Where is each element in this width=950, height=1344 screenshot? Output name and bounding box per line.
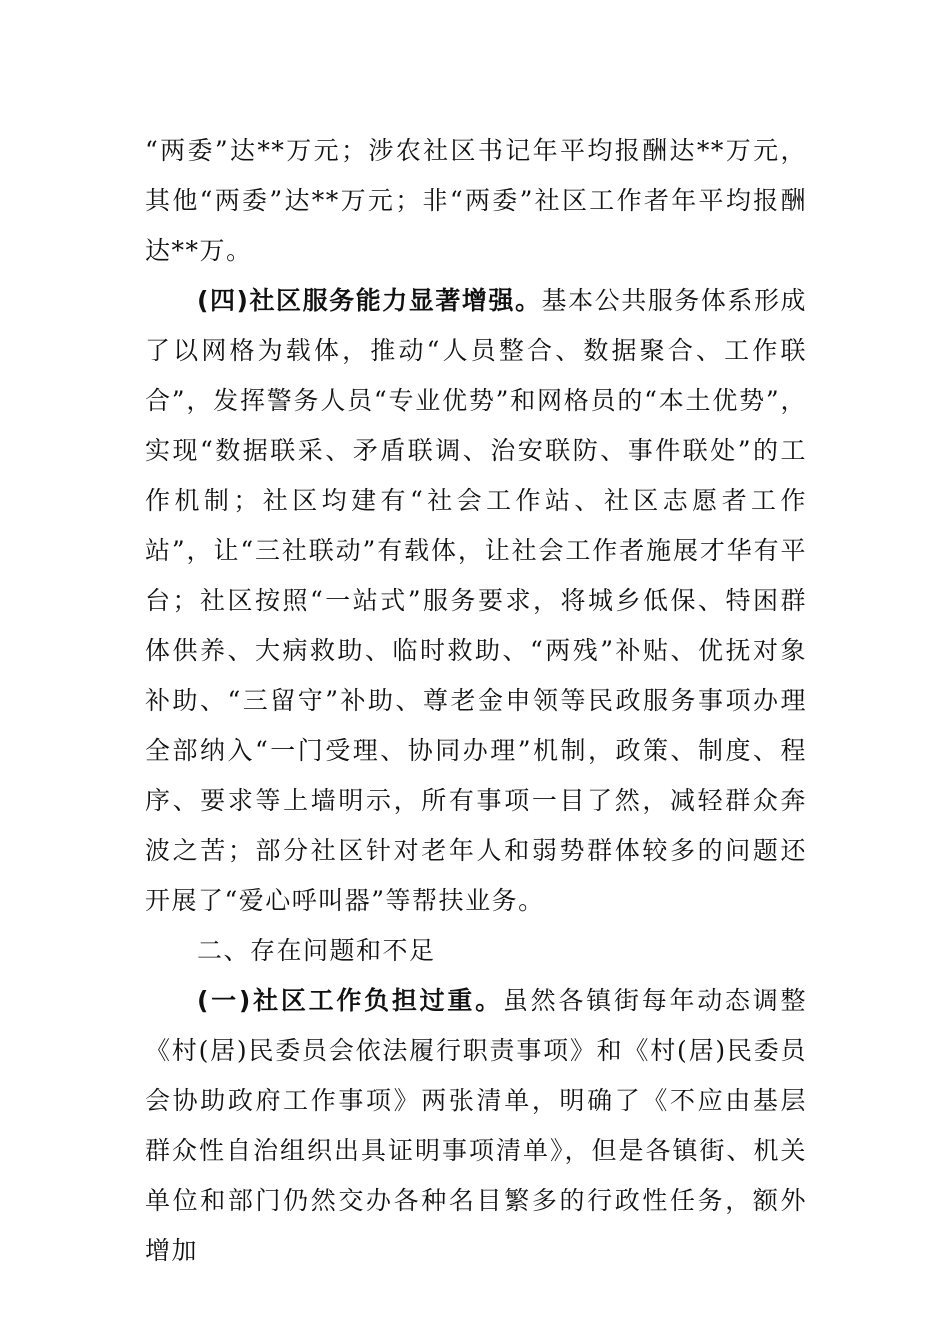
section-lead-service-capacity: (四)社区服务能力显著增强。 [197,286,542,315]
paragraph-text: 基本公共服务体系形成了以网格为载体，推动“人员整合、数据聚合、工作联合”，发挥警务人员“专业优势”和网格员的“本土优势”，实现“数据联采、矛盾联调、治安联防、事件联处”的工作机制；社区均建有“社会工作站、社区志愿者工作站”，让“三社联动”有载体，让社会工作者施展才华有平台；社区按照“一站式”服务要求，将城乡低保、特困群体供养、大病救助、临时救助、“两残”补贴、优抚对象补助、“三留守”补助、尊老金申领等民政服务事项办理全部纳入“一门受理、协同办理”机制，政策、制度、程序、要求等上墙明示，所有事项一目了然，减轻群众奔波之苦；部分社区针对老年人和弱势群体较多的问题还开展了“爱心呼叫器”等帮扶业务。 [145,286,807,915]
paragraph-service-capacity [145,276,807,926]
paragraph-workload [145,976,807,1276]
document-body [145,126,807,1276]
paragraph-text: 虽然各镇街每年动态调整《村(居)民委员会依法履行职责事项》和《村(居)民委员会协助政府工作事项》两张清单，明确了《不应由基层群众性自治组织出具证明事项清单》，但是各镇街、机关单位和部门仍然交办各种名目繁多的行政性任务，额外增加 [145,986,807,1265]
paragraph-continued [145,126,807,276]
section-lead-workload: (一)社区工作负担过重。 [197,986,503,1015]
section-heading-problems: 二、存在问题和不足 [197,936,436,965]
paragraph-text: “两委”达**万元；涉农社区书记年平均报酬达**万元，其他“两委”达**万元；非“两委”社区工作者年平均报酬达**万。 [145,136,807,265]
